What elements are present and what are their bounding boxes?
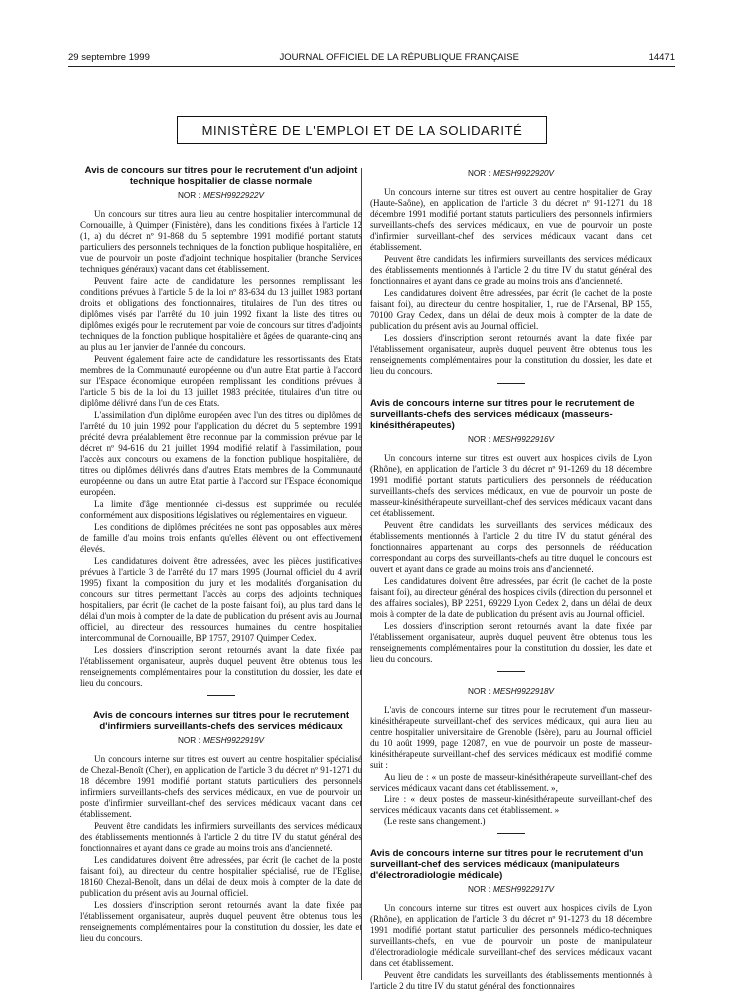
nor-label: NOR :	[467, 885, 491, 894]
notice-paragraph: Peuvent également faire acte de candidature les ressortissants des Etats membres de la Communauté européenne ou d'un autre Etat partie à l'accord sur l'Espace économique européen remplissant les conditions prévues à l'article 5 bis de la loi du 13 juillet 1983 précitée, titulaires d'un titre ou diplôme délivré dans l'un de ces Etats.	[80, 354, 362, 408]
nor-code: MESH9922916V	[493, 435, 555, 444]
notice-paragraph: Peuvent être candidats les surveillants des services médicaux des établissements mentionnés à l'article 2 du titre IV du statut général des fonctionnaires appartenant au corps des personnels de rééducation correspondant au corps des surveillants-chefs au titre duquel le concours est ouvert et ayant dans ce grade au moins trois ans d'ancienneté.	[370, 520, 652, 574]
nor-reference	[370, 168, 652, 179]
header-rule	[68, 66, 675, 67]
notice-paragraph: Un concours interne sur titres est ouvert au centre hospitalier de Gray (Haute-Saône), en application de l'article 3 du décret nº 91-1271 du 18 décembre 1991 modifié portant statuts particuliers des personnels infirmiers surveillants-chefs des services médicaux, en vue de pourvoir un poste d'infirmier surveillant-chef des services médicaux vacant dans cet établissement.	[370, 187, 652, 252]
left-column	[80, 165, 362, 958]
notice-grenoble-rectificatif	[370, 686, 652, 834]
notice-paragraph: Les dossiers d'inscription seront retournés avant la date fixée par l'établissement organisateur, auprès duquel peuvent être obtenus tous les renseignements complémentaires pour la constitution du dossier, les date et lieu du concours.	[80, 645, 362, 688]
notice-paragraph: Un concours interne sur titres est ouvert aux hospices civils de Lyon (Rhône), en application de l'article 3 du décret nº 91-1269 du 18 décembre 1991 modifié portant statuts particuliers des personnels de rééducation surveillants-chefs des services médicaux, en vue de pourvoir un poste de masseur-kinésithérapeute surveillant-chef des services médicaux vacant dans cet établissement.	[370, 453, 652, 518]
nor-label: NOR :	[177, 191, 201, 200]
nor-reference	[80, 735, 362, 746]
notice-paragraph: Les dossiers d'inscription seront retournés avant la date fixée par l'établissement organisateur, auprès duquel peuvent être obtenus tous les renseignements complémentaires pour la constitution du dossier, les date et lieu du concours.	[370, 333, 652, 376]
nor-label: NOR :	[467, 169, 491, 178]
notice-paragraph: Les dossiers d'inscription seront retournés avant la date fixée par l'établissement organisateur, auprès duquel peuvent être obtenus tous les renseignements complémentaires pour la constitution du dossier, les date et lieu du concours.	[80, 900, 362, 943]
notice-title: Avis de concours interne sur titres pour le recrutement de surveillants-chefs des services médicaux (masseurs-kinésithérapeutes)	[370, 398, 635, 431]
notice-paragraph: Les candidatures doivent être adressées, avec les pièces justificatives prévues à l'article 3 de l'arrêté du 17 mars 1995 (Journal officiel du 4 avril 1995) fixant la composition du jury et les modalités d'organisation du concours sur titres permettant l'accès au corps des adjoints techniques hospitaliers, par écrit (le cachet de la poste faisant foi), au plus tard dans le délai d'un mois à compter de la date de publication du présent avis au Journal officiel, au directeur des ressources humaines du centre hospitalier intercommunal de Cornouaille, BP 1757, 29107 Quimper Cedex.	[80, 556, 362, 643]
nor-code: MESH9922917V	[493, 885, 555, 894]
notice-infirmiers-surveillants-chefs	[80, 710, 362, 944]
correction-au-lieu-de: Au lieu de : « un poste de masseur-kinésithérapeute surveillant-chef des services médicaux vacant dans cet établissement. »,	[370, 772, 652, 793]
nor-reference	[370, 434, 652, 445]
nor-label: NOR :	[177, 736, 201, 745]
notice-title: Avis de concours interne sur titres pour le recrutement d'un surveillant-chef des services médicaux (manipulateurs d'électroradiologie médicale)	[370, 848, 644, 881]
notice-paragraph: Les candidatures doivent être adressées, par écrit (le cachet de la poste faisant foi), au directeur du centre hospitalier, 1, rue de l'Arsenal, BP 155, 70100 Gray Cedex, dans un délai de deux mois à compter de la date de publication du présent avis au Journal officiel.	[370, 288, 652, 331]
nor-reference	[80, 190, 362, 201]
notice-paragraph: Les dossiers d'inscription seront retournés avant la date fixée par l'établissement organisateur, auprès duquel peuvent être obtenus tous les renseignements complémentaires pour la constitution du dossier, les date et lieu du concours.	[370, 621, 652, 664]
notice-separator	[497, 671, 525, 672]
notice-paragraph: Peuvent faire acte de candidature les personnes remplissant les conditions prévues à l'article 5 de la loi nº 83-634 du 13 juillet 1983 portant droits et obligations des fonctionnaires, titulaires de l'un des titres ou diplômes visés par l'arrêté du 10 juin 1992 fixant la liste des titres ou diplômes exigés pour le recrutement par voie de concours sur titres d'adjoints techniques de la fonction publique hospitalière et âgées de quarante-cinq ans au plus au 1er janvier de l'année du concours.	[80, 276, 362, 352]
notice-paragraph: Peuvent être candidats les infirmiers surveillants des services médicaux des établissements mentionnés à l'article 2 du titre IV du statut général des fonctionnaires et ayant dans ce grade au moins trois ans d'ancienneté.	[80, 821, 362, 853]
header-date: 29 septembre 1999	[68, 52, 150, 63]
header-page-number: 14471	[648, 52, 675, 63]
notice-separator	[207, 695, 235, 696]
notice-title: Avis de concours sur titres pour le recrutement d'un adjoint technique hospitalier de classe normale	[84, 165, 358, 187]
notice-manipulateurs-electroradiologie	[370, 848, 652, 992]
nor-code: MESH9922918V	[493, 687, 555, 696]
correction-lire: Lire : « deux postes de masseur-kinésithérapeute surveillant-chef des services médicaux vacants dans cet établissement. »	[370, 794, 652, 815]
notice-paragraph: Les candidatures doivent être adressées, par écrit (le cachet de la poste faisant foi), au directeur général des hospices civils (direction du personnel et des affaires sociales), BP 2251, 69229 Lyon Cedex 2, dans un délai de deux mois à compter de la date de publication du présent avis au Journal officiel.	[370, 576, 652, 619]
ministry-heading-box	[177, 116, 547, 144]
notice-paragraph: Peuvent être candidats les surveillants des établissements mentionnés à l'article 2 du titre IV du statut général des fonctionnaires	[370, 970, 652, 991]
nor-label: NOR :	[467, 435, 491, 444]
notice-paragraph: Un concours interne sur titres est ouvert au centre hospitalier spécialisé de Chezal-Benoît (Cher), en application de l'article 3 du décret nº 91-1271 du 18 décembre 1991 modifié portant statuts particuliers des personnels infirmiers surveillants-chefs des services médicaux, en vue de pourvoir un poste d'infirmier surveillant-chef des services médicaux vacant dans cet établissement.	[80, 754, 362, 819]
notice-adjoint-technique	[80, 165, 362, 696]
notice-paragraph: Un concours sur titres aura lieu au centre hospitalier intercommunal de Cornouaille, à Quimper (Finistère), dans les conditions fixées à l'article 12 (1, a) du décret nº 91-868 du 5 septembre 1991 modifié portant statuts particuliers des personnels techniques de la fonction publique hospitalière, en vue de pourvoir un poste d'adjoint technique hospitalier (branche Services techniques généraux) vacant dans cet établissement.	[80, 209, 362, 274]
notice-paragraph: Peuvent être candidats les infirmiers surveillants des services médicaux des établissements mentionnés à l'article 2 du titre IV du statut général des fonctionnaires et ayant dans ce grade au moins trois ans d'ancienneté.	[370, 254, 652, 286]
notice-paragraph: Les conditions de diplômes précitées ne sont pas opposables aux mères de famille d'au moins trois enfants qu'elles élèvent ou ont effectivement élevés.	[80, 522, 362, 554]
notice-paragraph: Les candidatures doivent être adressées, par écrit (le cachet de la poste faisant foi), au directeur du centre hospitalier spécialisé, rue de l'Eglise, 18160 Chezal-Benoît, dans un délai de deux mois à compter de la date de publication du présent avis au Journal officiel.	[80, 855, 362, 898]
running-header	[68, 52, 675, 63]
right-column	[370, 165, 652, 1006]
notice-paragraph: L'avis de concours interne sur titres pour le recrutement d'un masseur-kinésithérapeute surveillant-chef des services médicaux, qui aura lieu au centre hospitalier universitaire de Grenoble (Isère), paru au Journal officiel du 10 août 1999, page 12087, en vue de pourvoir un poste de masseur-kinésithérapeute surveillant-chef des services médicaux est modifié comme suit :	[370, 705, 652, 770]
nor-reference	[370, 686, 652, 697]
notice-separator	[497, 383, 525, 384]
notice-separator	[497, 833, 525, 834]
header-journal-title: JOURNAL OFFICIEL DE LA RÉPUBLIQUE FRANÇAISE	[279, 52, 519, 63]
nor-label: NOR :	[467, 687, 491, 696]
notice-paragraph: La limite d'âge mentionnée ci-dessus est supprimée ou reculée conformément aux dispositions législatives ou réglementaires en vigueur.	[80, 499, 362, 520]
notice-paragraph: Un concours interne sur titres est ouvert aux hospices civils de Lyon (Rhône), en application de l'article 3 du décret nº 91-1273 du 18 décembre 1991 modifié portant statut particulier des personnels médico-techniques surveillants-chefs, en vue de pourvoir un poste de manipulateur d'électroradiologie médicale surveillant-chef des services médicaux vacant dans cet établissement.	[370, 903, 652, 968]
ministry-heading: MINISTÈRE DE L'EMPLOI ET DE LA SOLIDARITÉ	[201, 122, 523, 138]
notice-gray	[370, 168, 652, 384]
notice-masseurs-kinesitherapeutes	[370, 398, 652, 672]
notice-paragraph: L'assimilation d'un diplôme européen avec l'un des titres ou diplômes de l'arrêté du 10 juin 1992 pour l'application du décret du 5 septembre 1991 précité devra préalablement être reconnue par la commission prévue par le décret nº 94-616 du 21 juillet 1994 modifié relatif à l'assimilation, pour l'accès aux concours ou examens de la fonction publique hospitalière, de titres ou diplômes délivrés dans d'autres Etats membres de la Communauté européenne ou dans un autre Etat partie à l'accord sur l'Espace économique européen.	[80, 410, 362, 497]
nor-reference	[370, 884, 652, 895]
nor-code: MESH9922920V	[493, 169, 555, 178]
nor-code: MESH9922919V	[203, 736, 265, 745]
nor-code: MESH9922922V	[203, 191, 265, 200]
correction-remainder: (Le reste sans changement.)	[384, 816, 486, 826]
notice-title: Avis de concours internes sur titres pour le recrutement d'infirmiers surveillants-chefs des services médicaux	[92, 710, 350, 732]
